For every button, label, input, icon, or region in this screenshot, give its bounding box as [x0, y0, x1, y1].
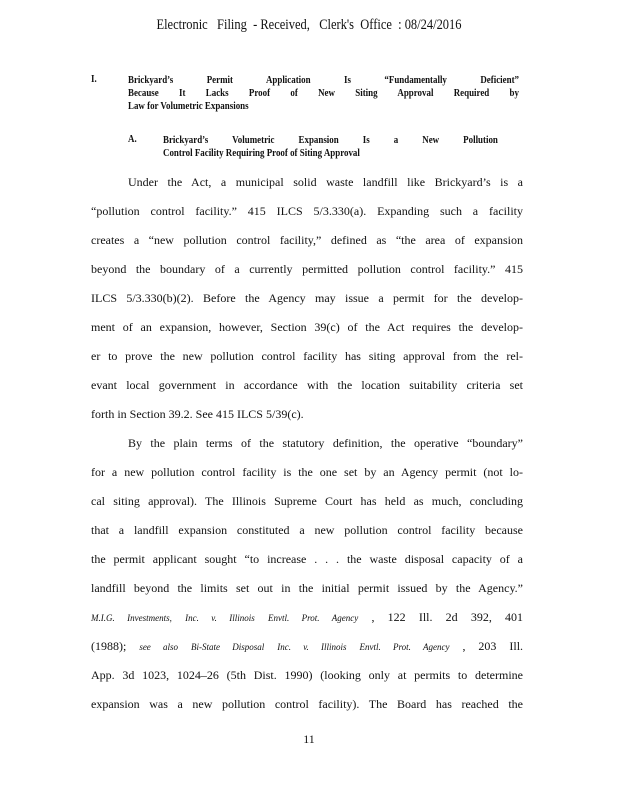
- case-name: M.I.G. Investments,: [91, 613, 172, 623]
- section-heading-2: [163, 134, 498, 160]
- heading-1-line: Because It Lacks Proof of New Siting Approval Required by: [128, 88, 519, 99]
- paragraph-1-line: forth in Section 39.2. See 415 ILCS 5/39(c).: [91, 407, 304, 421]
- heading-2-line: Brickyard’s Volumetric Expansion Is a New Pollution: [163, 135, 498, 146]
- case-name: Inc. v. Illinois: [185, 613, 255, 623]
- paragraph-2-line: landfill beyond the limits set out in the initial permit issued by the Agency.”: [91, 581, 523, 595]
- paragraph-1-line: er to prove the new pollution control facility has siting approval from the rel-: [91, 349, 523, 363]
- paragraph-1-line: ILCS 5/3.330(b)(2). Before the Agency may issue a permit for the develop-: [91, 291, 523, 305]
- heading-1-line: Brickyard’s Permit Application Is “Fundamentally Deficient”: [128, 75, 519, 86]
- subheading-letter: A.: [128, 134, 137, 145]
- paragraph-1-line: Under the Act, a municipal solid waste landfill like Brickyard’s is a: [128, 175, 523, 189]
- paragraph-1-line: “pollution control facility.” 415 ILCS 5/3.330(a). Expanding such a facility: [91, 204, 523, 218]
- paragraph-1-line: beyond the boundary of a currently permitted pollution control facility.” 415: [91, 262, 523, 276]
- reporter-citation: , 203 Ill.: [462, 639, 524, 653]
- paragraph-1-line: creates a “new pollution control facility,” defined as “the area of expansion: [91, 233, 523, 247]
- citation-line: [91, 603, 523, 632]
- case-name: Bi-State Disposal: [191, 642, 265, 652]
- case-name: Envtl. Prot. Agency: [267, 613, 359, 623]
- citation-line: [91, 632, 523, 661]
- body-text: [91, 168, 523, 719]
- paragraph-2-line: expansion was a new pollution control facility). The Board has reached the: [91, 697, 523, 711]
- paragraph-1-line: evant local government in accordance with the location suitability criteria set: [91, 378, 523, 392]
- paragraph-2-line: By the plain terms of the statutory definition, the operative “boundary”: [128, 436, 523, 450]
- heading-1-line: Law for Volumetric Expansions: [128, 101, 249, 112]
- heading-numeral: I.: [91, 74, 97, 85]
- paragraph-2-line: the permit applicant sought “to increase . . . the waste disposal capacity of a: [91, 552, 523, 566]
- paragraph-2-line: that a landfill expansion constituted a new pollution control facility because: [91, 523, 523, 537]
- page-number: 11: [303, 732, 315, 746]
- case-name: Inc. v. Illinois: [277, 642, 347, 652]
- section-heading-1: [128, 74, 519, 113]
- reporter-citation: , 122 Ill. 2d 392, 401: [371, 610, 524, 624]
- heading-2-line: Control Facility Requiring Proof of Siting Approval: [163, 148, 360, 159]
- paragraph-2-line: App. 3d 1023, 1024–26 (5th Dist. 1990) (looking only at permits to determine: [91, 668, 523, 682]
- case-name: Envtl. Prot. Agency: [359, 642, 450, 652]
- paragraph-1-line: ment of an expansion, however, Section 39(c) of the Act requires the develop-: [91, 320, 523, 334]
- paragraph-2-line: cal siting approval). The Illinois Supreme Court has held as much, concluding: [91, 494, 523, 508]
- citation-signal: see also: [139, 642, 179, 652]
- filing-stamp-header: Electronic Filing - Received, Clerk's Office : 08/24/2016: [156, 17, 462, 33]
- paragraph-2-line: for a new pollution control facility is the one set by an Agency permit (not lo-: [91, 465, 523, 479]
- citation-year: (1988);: [91, 639, 127, 653]
